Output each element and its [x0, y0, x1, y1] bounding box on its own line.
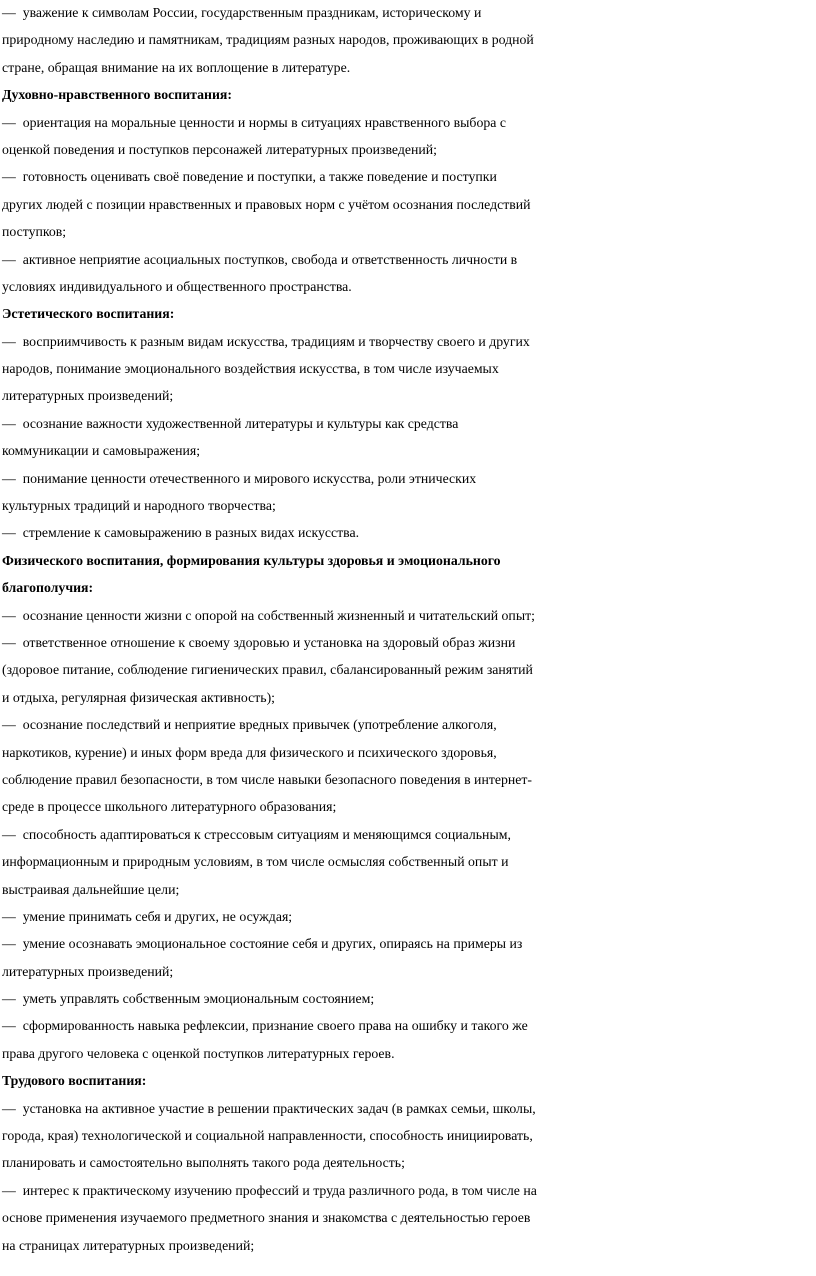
text-line: — ориентация на моральные ценности и нормы в ситуациях нравственного выбора с: [2, 114, 506, 130]
text-line: — восприимчивость к разным видам искусства, традициям и творчеству своего и других: [2, 333, 530, 349]
section-heading: Эстетического воспитания:: [2, 306, 175, 322]
text-line: — активное неприятие асоциальных поступков, свобода и ответственность личности в: [2, 251, 518, 267]
text-line: выстраивая дальнейшие цели;: [2, 881, 180, 897]
text-line: литературных произведений;: [2, 963, 174, 979]
text-line: наркотиков, курение) и иных форм вреда для физического и психического здоровья,: [2, 744, 497, 760]
text-line: — сформированность навыка рефлексии, признание своего права на ошибку и такого же: [2, 1018, 528, 1034]
text-line: — осознание важности художественной литературы и культуры как средства: [2, 415, 459, 431]
text-line: — умение принимать себя и других, не осуждая;: [2, 908, 293, 924]
text-line: стране, обращая внимание на их воплощение в литературе.: [2, 59, 351, 75]
text-line: литературных произведений;: [2, 388, 174, 404]
text-line: — осознание последствий и неприятие вредных привычек (употребление алкоголя,: [2, 717, 497, 733]
text-line: и отдыха, регулярная физическая активность);: [2, 689, 276, 705]
text-line: других людей с позиции нравственных и правовых норм с учётом осознания последствий: [2, 196, 531, 212]
text-line: оценкой поведения и поступков персонажей литературных произведений;: [2, 141, 437, 157]
text-line: на страницах литературных произведений;: [2, 1237, 255, 1253]
text-line: культурных традиций и народного творчества;: [2, 498, 276, 514]
text-line: — интерес к практическому изучению профессий и труда различного рода, в том числе на: [2, 1182, 537, 1198]
section-heading: благополучия:: [2, 580, 94, 596]
text-line: основе применения изучаемого предметного знания и знакомства с деятельностью героев: [2, 1210, 531, 1226]
text-line: — ответственное отношение к своему здоровью и установка на здоровый образ жизни: [2, 634, 516, 650]
text-line: — стремление к самовыражению в разных видах искусства.: [2, 525, 360, 541]
text-line: — установка на активное участие в решении практических задач (в рамках семьи, школы,: [2, 1100, 536, 1116]
document-body: [2, 0, 816, 1259]
text-line: — уважение к символам России, государственным праздникам, историческому и: [2, 5, 482, 20]
text-line: (здоровое питание, соблюдение гигиенических правил, сбалансированный режим занятий: [2, 662, 533, 678]
text-line: соблюдение правил безопасности, в том числе навыки безопасного поведения в интернет-: [2, 771, 533, 787]
text-line: планировать и самостоятельно выполнять такого рода деятельность;: [2, 1155, 405, 1171]
text-line: права другого человека с оценкой поступков литературных героев.: [2, 1045, 395, 1061]
text-line: — готовность оценивать своё поведение и поступки, а также поведение и поступки: [2, 169, 497, 185]
text-line: — понимание ценности отечественного и мирового искусства, роли этнических: [2, 470, 477, 486]
text-line: — способность адаптироваться к стрессовым ситуациям и меняющимся социальным,: [2, 826, 511, 842]
text-line: поступков;: [2, 224, 67, 240]
text-line: информационным и природным условиям, в том числе осмысляя собственный опыт и: [2, 854, 509, 870]
section-heading: Духовно-нравственного воспитания:: [2, 87, 232, 103]
text-line: коммуникации и самовыражения;: [2, 443, 201, 459]
text-line: природному наследию и памятникам, традициям разных народов, проживающих в родной: [2, 32, 534, 48]
text-line: — умение осознавать эмоциональное состояние себя и других, опираясь на примеры из: [2, 936, 523, 952]
text-line: народов, понимание эмоционального воздействия искусства, в том числе изучаемых: [2, 361, 499, 377]
section-heading: Трудового воспитания:: [2, 1073, 147, 1089]
text-line: — осознание ценности жизни с опорой на собственный жизненный и читательский опыт;: [2, 607, 535, 623]
text-line: — уметь управлять собственным эмоциональным состоянием;: [2, 991, 375, 1007]
section-heading: Физического воспитания, формирования культуры здоровья и эмоционального: [2, 552, 501, 568]
text-line: города, края) технологической и социальной направленности, способность инициировать,: [2, 1128, 533, 1144]
text-line: условиях индивидуального и общественного пространства.: [2, 278, 352, 294]
text-line: среде в процессе школьного литературного образования;: [2, 799, 337, 815]
